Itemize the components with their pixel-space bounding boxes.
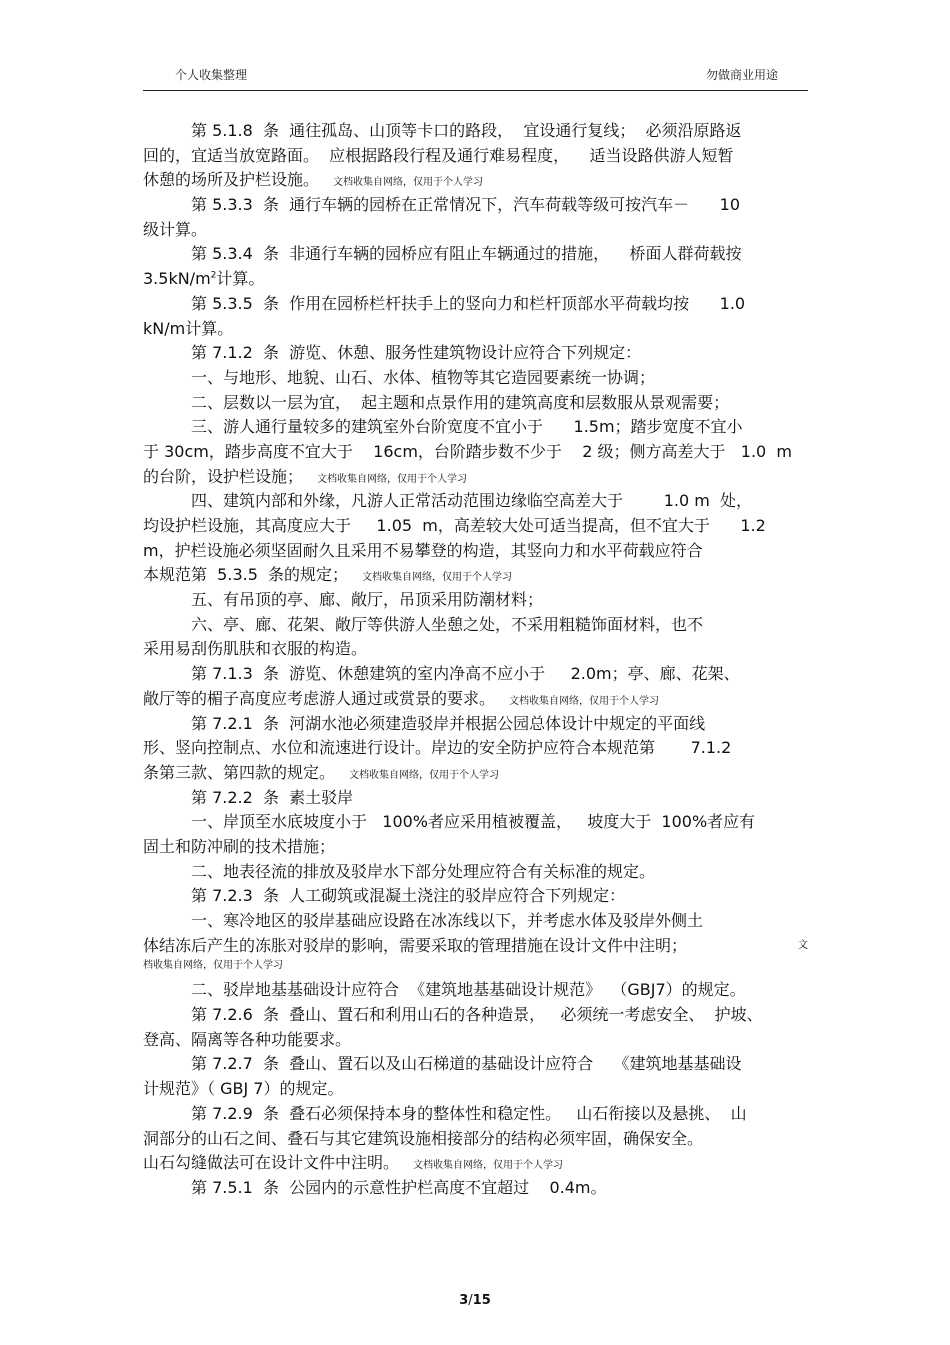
text-line: [143, 1151, 808, 1176]
line-text: 的台阶，设护栏设施；: [143, 466, 304, 486]
text-line: 三、游人通行量较多的建筑室外台阶宽度不宜小于 1.5m；踏步宽度不宜小: [191, 417, 743, 437]
text-line: 第 7.2.3 条 人工砌筑或混凝土浇注的驳岸应符合下列规定：: [191, 886, 626, 906]
text-line: [143, 465, 808, 490]
page-total: 15: [472, 1293, 491, 1308]
text-line: 第 7.2.9 条 叠石必须保持本身的整体性和稳定性。 山石衔接以及悬挑、 山: [191, 1103, 747, 1123]
text-line: 形、竖向控制点、水位和流速进行设计。岸边的安全防护应符合本规范第 7.1.2: [143, 738, 732, 758]
line-text: 敞厅等的楣子高度应考虑游人通过或赏景的要求。: [143, 688, 496, 708]
text-line: 二、地表径流的排放及驳岸水下部分处理应符合有关标准的规定。: [191, 861, 656, 881]
superscript: 2: [210, 270, 217, 281]
watermark-note: 文档收集自网络，仅用于个人学习: [362, 572, 513, 584]
text-line: 第 7.1.3 条 游览、休憩建筑的室内净高不应小于 2.0m；亭、廊、花架、: [191, 664, 740, 684]
text-line: [143, 168, 808, 193]
line-text: 3.5kN/m: [143, 269, 211, 289]
text-line: 一、与地形、地貌、山石、水体、植物等其它造园要素统一协调；: [191, 367, 656, 387]
text-line: 均设护栏设施，其高度应大于 1.05 m，高差较大处可适当提高，但不宜大于 1.2: [143, 516, 766, 535]
line-text: 条第三款、第四款的规定。: [143, 762, 336, 782]
text-line: [143, 687, 808, 712]
text-line: 固土和防冲刷的技术措施；: [143, 836, 336, 856]
watermark-note: 文档收集自网络，仅用于个人学习: [509, 695, 660, 707]
document-body: [143, 119, 808, 1201]
page-header: [143, 66, 808, 91]
text-line: 第 7.1.2 条 游览、休憩、服务性建筑物设计应符合下列规定：: [191, 343, 642, 363]
line-text: 本规范第 5.3.5 条的规定；: [143, 565, 349, 585]
watermark-line: 档收集自网络，仅用于个人学习: [143, 960, 283, 972]
text-line: 一、岸顶至水底坡度小于 100%者应采用植被覆盖， 坡度大于 100%者应有: [191, 812, 756, 832]
text-line: 采用易刮伤肌肤和衣服的构造。: [143, 639, 368, 659]
text-line: 第 7.2.6 条 叠山、置石和利用山石的各种造景， 必须统一考虑安全、 护坡、: [191, 1005, 763, 1025]
text-line: kN/m计算。: [143, 318, 234, 338]
page-number: [0, 1293, 950, 1308]
text-line: 计规范》（ GBJ 7）的规定。: [143, 1079, 344, 1099]
page-current: 3: [459, 1293, 469, 1308]
text-line: 第 5.1.8 条 通往孤岛、山顶等卡口的路段， 宜设通行复线； 必须沿原路返: [191, 121, 742, 140]
text-line: 第 5.3.3 条 通行车辆的园桥在正常情况下，汽车荷载等级可按汽车－ 10: [191, 195, 741, 215]
text-line: 回的，宜适当放宽路面。 应根据路段行程及通行难易程度， 适当设路供游人短暂: [143, 145, 734, 165]
text-line: [143, 267, 808, 292]
watermark-note: 文档收集自网络，仅用于个人学习: [349, 769, 500, 781]
text-line: [143, 934, 808, 959]
header-left-text: 个人收集整理: [175, 68, 248, 82]
text-line: 第 7.5.1 条 公园内的示意性护栏高度不宜超过 0.4m。: [191, 1177, 607, 1197]
text-line: 二、驳岸地基基础设计应符合 《建筑地基基础设计规范》 （GBJ7）的规定。: [191, 980, 746, 1000]
watermark-note: 文档收集自网络，仅用于个人学习: [413, 1160, 564, 1172]
text-line: 登高、隔离等各种功能要求。: [143, 1029, 352, 1049]
text-line: 第 5.3.4 条 非通行车辆的园桥应有阻止车辆通过的措施， 桥面人群荷载按: [191, 244, 742, 264]
text-line: 四、建筑内部和外缘，凡游人正常活动范围边缘临空高差大于 1.0 m 处，: [191, 491, 752, 511]
watermark-note: 文档收集自网络，仅用于个人学习: [333, 177, 484, 189]
text-line: 第 7.2.2 条 素土驳岸: [191, 787, 354, 807]
page-separator: /: [468, 1293, 473, 1308]
text-line: m，护栏设施必须坚固耐久且采用不易攀登的构造，其竖向力和水平荷载应符合: [143, 540, 703, 560]
text-line: 六、亭、廊、花架、敞厅等供游人坐憩之处，不采用粗糙饰面材料，也不: [191, 614, 704, 634]
text-line: 一、寒冷地区的驳岸基础应设路在冰冻线以下，并考虑水体及驳岸外侧土: [191, 911, 704, 930]
text-line: 第 5.3.5 条 作用在园桥栏杆扶手上的竖向力和栏杆顶部水平荷载均按 1.0: [191, 293, 746, 313]
header-right-text: 勿做商业用途: [705, 68, 778, 82]
text-line: 洞部分的山石之间、叠石与其它建筑设施相接部分的结构必须牢固，确保安全。: [143, 1128, 704, 1148]
text-line: 二、层数以一层为宜， 起主题和点景作用的建筑高度和层数服从景观需要；: [191, 392, 730, 412]
text-line: 第 7.2.7 条 叠山、置石以及山石梯道的基础设计应符合 《建筑地基基础设: [191, 1054, 742, 1074]
text-line: 于 30cm，踏步高度不宜大于 16cm，台阶踏步数不少于 2 级；侧方高差大于 1.0 m: [143, 441, 792, 461]
line-text: 体结冻后产生的冻胀对驳岸的影响，需要采取的管理措施在设计文件中注明；: [143, 935, 688, 955]
text-line: 五、有吊顶的亭、廊、敞厅，吊顶采用防潮材料；: [191, 590, 544, 610]
line-text: 计算。: [216, 269, 265, 289]
text-line: [143, 563, 808, 588]
watermark-note: 文档收集自网络，仅用于个人学习: [317, 473, 468, 485]
text-line: [143, 761, 808, 786]
text-line: 级计算。: [143, 219, 208, 239]
text-line: 第 7.2.1 条 河湖水池必须建造驳岸并根据公园总体设计中规定的平面线: [191, 713, 706, 733]
line-text: 休憩的场所及护栏设施。: [143, 170, 320, 190]
watermark-note: 文: [798, 939, 808, 951]
line-text: 山石勾缝做法可在设计文件中注明。: [143, 1153, 400, 1173]
